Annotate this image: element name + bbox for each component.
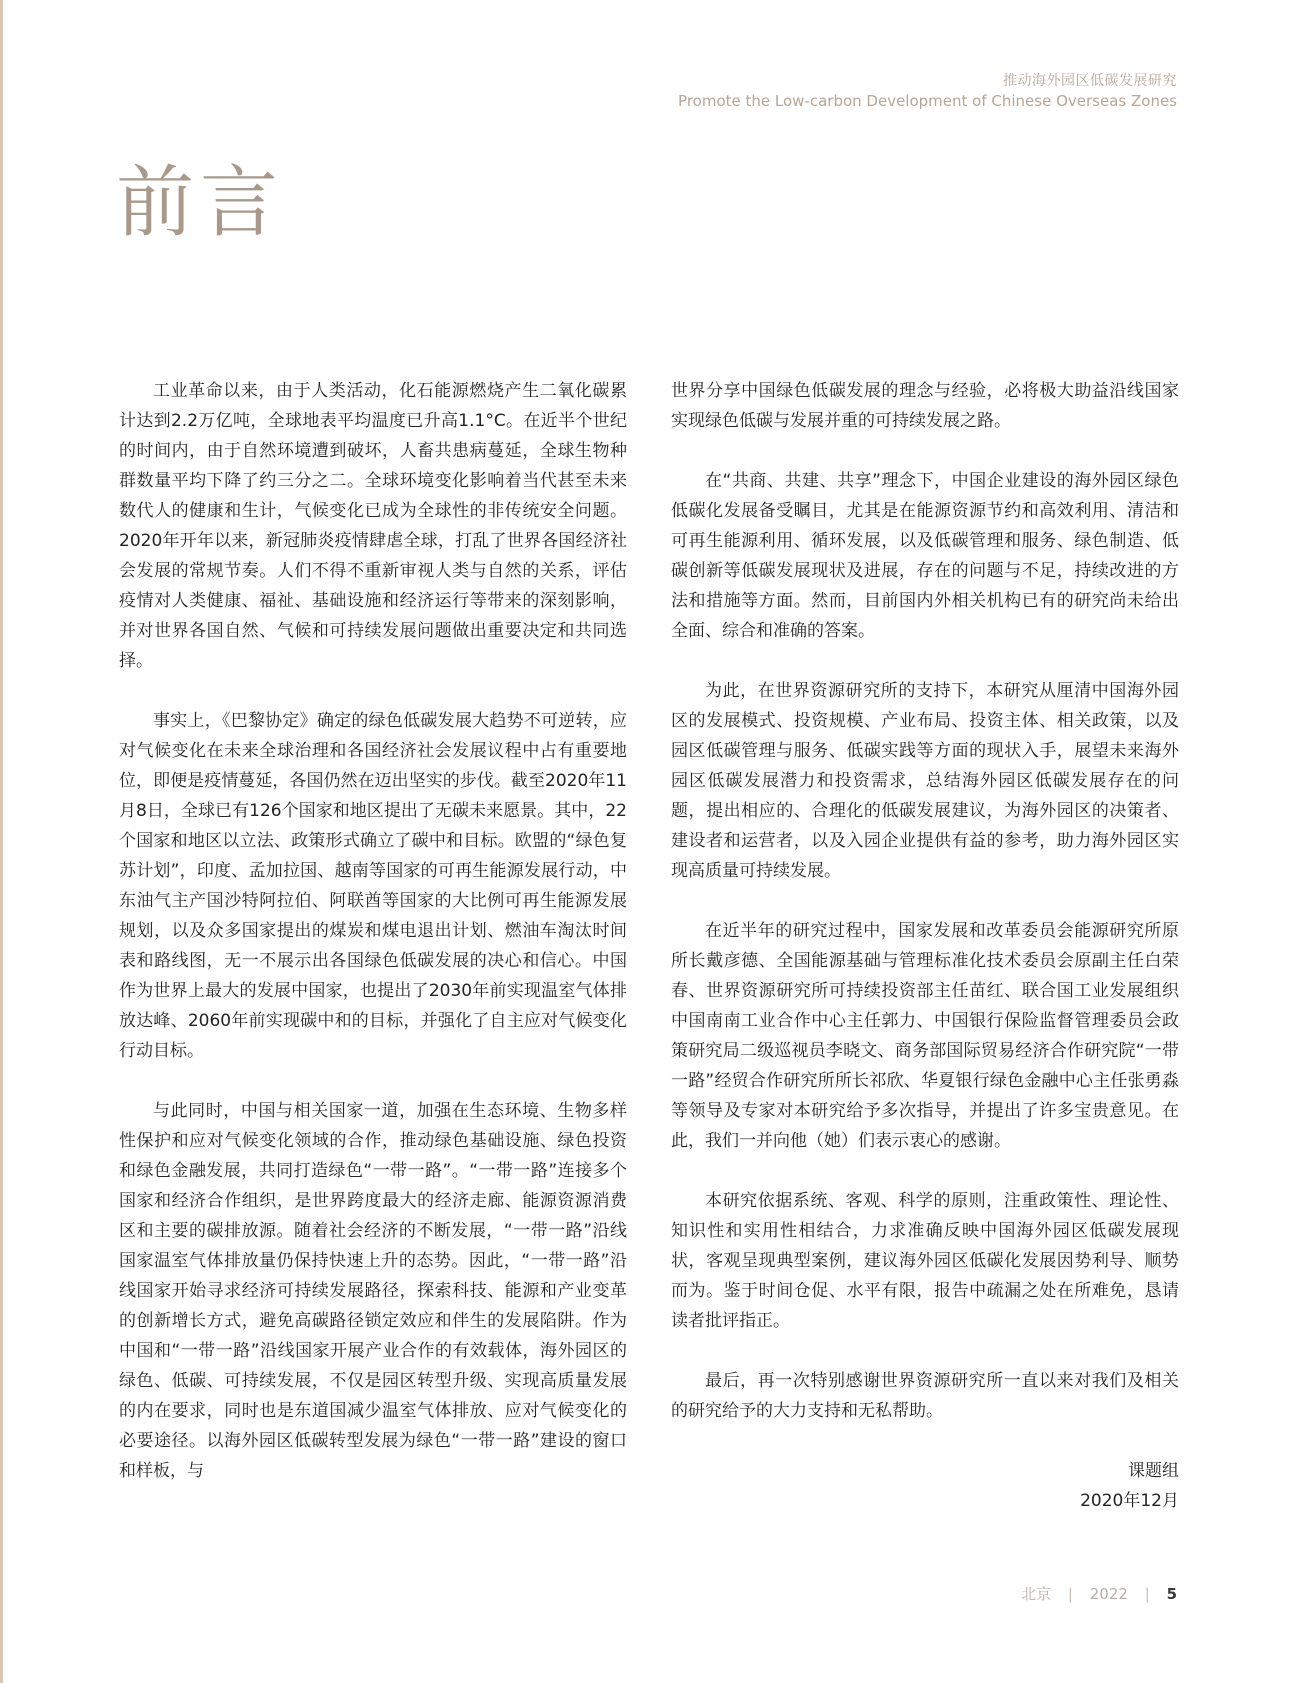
footer-separator-2: | (1144, 1585, 1150, 1603)
footer-separator: | (1067, 1585, 1073, 1603)
left-text-column (119, 376, 627, 1516)
paragraph-5: 为此，在世界资源研究所的支持下，本研究从厘清中国海外园区的发展模式、投资规模、产业布局、投资主体、相关政策，以及园区低碳管理与服务、低碳实践等方面的现状入手，展望未来海外园区低碳发展潜力和投资需求，总结海外园区低碳发展存在的问题，提出相应的、合理化的低碳发展建议，为海外园区的决策者、建设者和运营者，以及入园企业提供有益的参考，助力海外园区实现高质量可持续发展。 (671, 681, 1179, 881)
running-header-title-en: Promote the Low-carbon Development of Chinese Overseas Zones (678, 92, 1177, 110)
paragraph-8: 最后，再一次特别感谢世界资源研究所一直以来对我们及相关的研究给予的大力支持和无私帮助。 (671, 1371, 1179, 1421)
page-footer (1021, 1584, 1177, 1604)
paragraph-1: 工业革命以来，由于人类活动，化石能源燃烧产生二氧化碳累计达到2.2万亿吨，全球地表平均温度已升高1.1°C。在近半个世纪的时间内，由于自然环境遭到破坏，人畜共患病蔓延，全球生物种群数量平均下降了约三分之二。全球环境变化影响着当代甚至未来数代人的健康和生计，气候变化已成为全球性的非传统安全问题。2020年开年以来，新冠肺炎疫情肆虐全球，打乱了世界各国经济社会发展的常规节奏。人们不得不重新审视人类与自然的关系，评估疫情对人类健康、福祉、基础设施和经济运行等带来的深刻影响，并对世界各国自然、气候和可持续发展问题做出重要决定和共同选择。 (119, 381, 627, 671)
right-text-column (671, 376, 1179, 1516)
signature-block (671, 1456, 1179, 1516)
paragraph-2: 事实上，《巴黎协定》确定的绿色低碳发展大趋势不可逆转，应对气候变化在未来全球治理和各国经济社会发展议程中占有重要地位，即便是疫情蔓延，各国仍然在迈出坚实的步伐。截至2020年11月8日，全球已有126个国家和地区提出了无碳未来愿景。其中，22个国家和地区以立法、政策形式确立了碳中和目标。欧盟的“绿色复苏计划”，印度、孟加拉国、越南等国家的可再生能源发展行动，中东油气主产国沙特阿拉伯、阿联酋等国家的大比例可再生能源发展规划，以及众多国家提出的煤炭和煤电退出计划、燃油车淘汰时间表和路线图，无一不展示出各国绿色低碳发展的决心和信心。中国作为世界上最大的发展中国家，也提出了2030年前实现温室气体排放达峰、2060年前实现碳中和的目标，并强化了自主应对气候变化行动目标。 (119, 711, 627, 1061)
page-number: 5 (1166, 1585, 1177, 1603)
paragraph-3: 与此同时，中国与相关国家一道，加强在生态环境、生物多样性保护和应对气候变化领域的合作，推动绿色基础设施、绿色投资和绿色金融发展，共同打造绿色“一带一路”。“一带一路”连接多个国家和经济合作组织，是世界跨度最大的经济走廊、能源资源消费区和主要的碳排放源。随着社会经济的不断发展，“一带一路”沿线国家温室气体排放量仍保持快速上升的态势。因此，“一带一路”沿线国家开始寻求经济可持续发展路径，探索科技、能源和产业变革的创新增长方式，避免高碳路径锁定效应和伴生的发展陷阱。作为中国和“一带一路”沿线国家开展产业合作的有效载体，海外园区的绿色、低碳、可持续发展，不仅是园区转型升级、实现高质量发展的内在要求，同时也是东道国减少温室气体排放、应对气候变化的必要途径。以海外园区低碳转型发展为绿色“一带一路”建设的窗口和样板，与 (119, 1101, 627, 1481)
paragraph-4: 在“共商、共建、共享”理念下，中国企业建设的海外园区绿色低碳化发展备受瞩目，尤其是在能源资源节约和高效利用、清洁和可再生能源利用、循环发展，以及低碳管理和服务、绿色制造、低碳创新等低碳发展现状及进展，存在的问题与不足，持续改进的方法和措施等方面。然而，目前国内外相关机构已有的研究尚未给出全面、综合和准确的答案。 (671, 471, 1179, 641)
footer-city: 北京 (1021, 1585, 1052, 1603)
paragraph-6: 在近半年的研究过程中，国家发展和改革委员会能源研究所原所长戴彦德、全国能源基础与管理标准化技术委员会原副主任白荣春、世界资源研究所可持续投资部主任苗红、联合国工业发展组织中国南南工业合作中心主任郭力、中国银行保险监督管理委员会政策研究局二级巡视员李晓文、商务部国际贸易经济合作研究院“一带一路”经贸合作研究所所长祁欣、华夏银行绿色金融中心主任张勇淼等领导及专家对本研究给予多次指导，并提出了许多宝贵意见。在此，我们一并向他（她）们表示衷心的感谢。 (671, 921, 1179, 1151)
running-header-title-cn: 推动海外园区低碳发展研究 (1003, 73, 1177, 89)
paragraph-3-continued: 世界分享中国绿色低碳发展的理念与经验，必将极大助益沿线国家实现绿色低碳与发展并重的可持续发展之路。 (671, 381, 1179, 431)
paragraph-7: 本研究依据系统、客观、科学的原则，注重政策性、理论性、知识性和实用性相结合，力求准确反映中国海外园区低碳发展现状，客观呈现典型案例，建议海外园区低碳化发展因势利导、顺势而为。鉴于时间仓促、水平有限，报告中疏漏之处在所难免，恳请读者批评指正。 (671, 1191, 1179, 1331)
signature-org: 课题组 (1128, 1461, 1179, 1481)
footer-year: 2022 (1089, 1585, 1128, 1603)
running-header (678, 71, 1177, 111)
left-margin-rule (0, 0, 3, 1683)
signature-date: 2020年12月 (1080, 1491, 1179, 1511)
page-title: 前言 (116, 158, 285, 248)
